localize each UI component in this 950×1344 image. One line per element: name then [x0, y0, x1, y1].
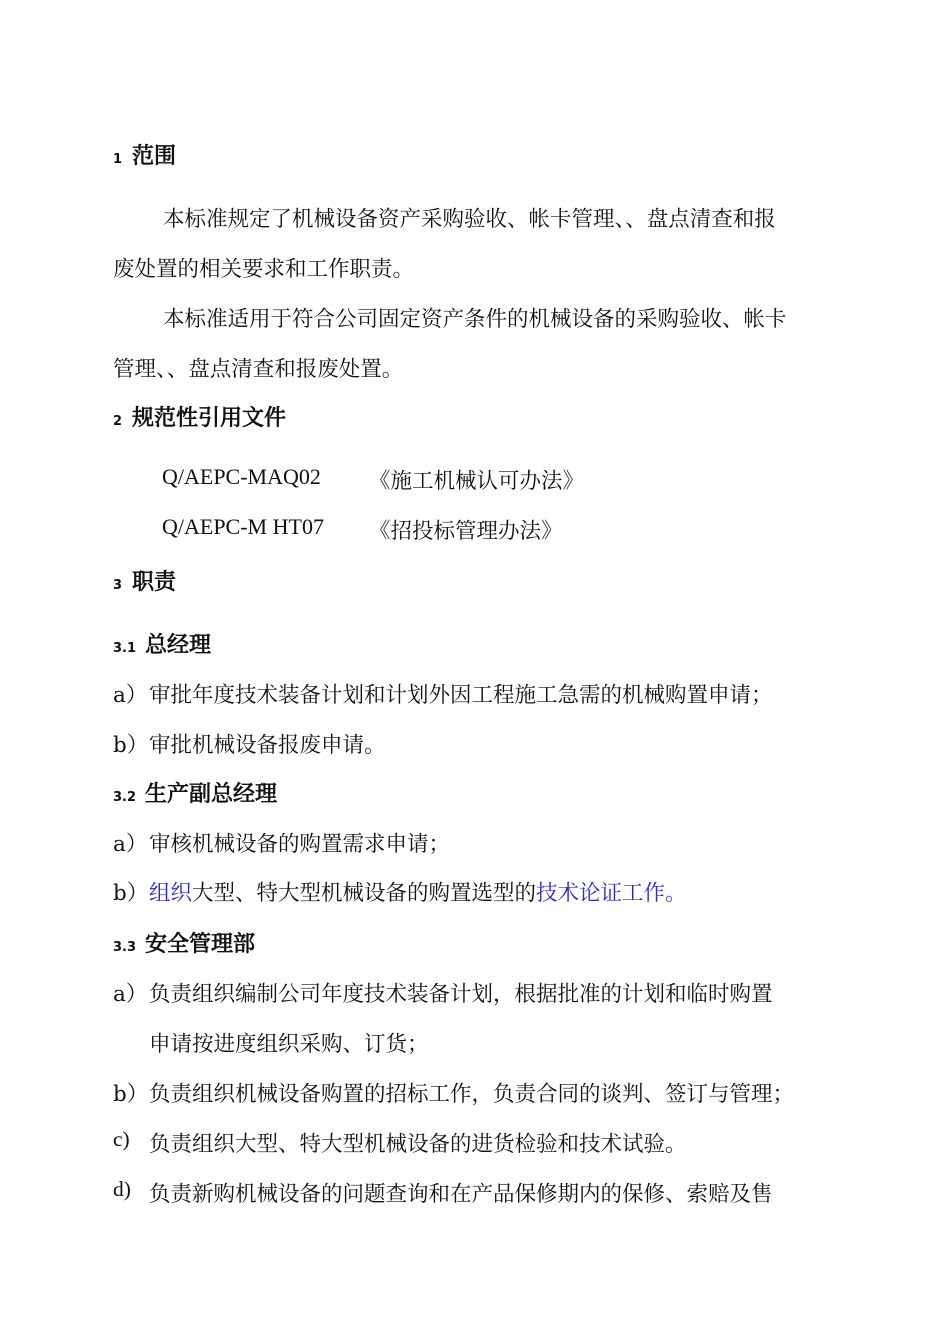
reference-title: 《施工机械认可办法》 [369, 469, 585, 494]
section-heading-2 [113, 401, 286, 432]
section-number: 3.3 [113, 940, 137, 955]
section-number: 2 [113, 414, 123, 429]
reference-code: Q/AEPC-M HT07 [162, 514, 324, 539]
scope-paragraph-2-line-2: 管理、、盘点清查和报废处置。 [113, 357, 404, 382]
scope-paragraph-1-line-1: 本标准规定了机械设备资产采购验收、帐卡管理、、盘点清查和报 [163, 207, 776, 232]
section-title: 安全管理部 [145, 932, 256, 957]
list-marker: b） [113, 733, 149, 758]
section-heading-1 [113, 139, 176, 170]
section-title: 职责 [132, 570, 177, 595]
reference-item [162, 514, 662, 544]
list-marker: c) [113, 1127, 130, 1151]
list-text-line-2: 申请按进度组织采购、订货； [149, 1032, 429, 1057]
list-text: 审核机械设备的购置需求申请； [149, 832, 451, 857]
section-title: 规范性引用文件 [132, 406, 287, 431]
section-heading-3-2 [113, 777, 277, 808]
section-number: 3 [113, 578, 123, 593]
list-item [113, 1127, 873, 1157]
list-item [113, 728, 873, 758]
list-item [113, 827, 873, 857]
section-heading-3 [113, 565, 176, 596]
list-text: 负责组织机械设备购置的招标工作，负责合同的谈判、签订与管理； [149, 1082, 795, 1107]
list-item [113, 678, 873, 708]
list-text-middle: 大型、特大型机械设备的购置选型的 [192, 881, 537, 906]
section-title: 范围 [132, 144, 177, 169]
section-number: 3.2 [113, 790, 137, 805]
scope-paragraph-1-line-2: 废处置的相关要求和工作职责。 [113, 257, 415, 282]
section-number: 1 [113, 152, 123, 167]
section-heading-3-3 [113, 927, 255, 958]
section-number: 3.1 [113, 641, 137, 656]
reference-title: 《招投标管理办法》 [369, 519, 563, 544]
scope-paragraph-2-line-1: 本标准适用于符合公司固定资产条件的机械设备的采购验收、帐卡 [163, 307, 787, 332]
list-text: 负责组织大型、特大型机械设备的进货检验和技术试验。 [149, 1132, 687, 1157]
list-text-line-1: 负责组织编制公司年度技术装备计划，根据批准的计划和临时购置 [149, 982, 773, 1007]
hyperlink-technical-review[interactable]: 技术论证工作。 [536, 881, 687, 906]
section-heading-3-1 [113, 628, 211, 659]
list-marker: a） [113, 832, 148, 857]
hyperlink-organize[interactable]: 组织 [149, 881, 193, 906]
section-title: 总经理 [145, 633, 212, 658]
section-title: 生产副总经理 [145, 782, 278, 807]
reference-item [162, 464, 662, 494]
list-item [113, 977, 873, 1057]
list-marker: b） [113, 881, 149, 906]
list-item [113, 876, 873, 906]
list-marker: a） [113, 982, 148, 1007]
reference-code: Q/AEPC-MAQ02 [162, 464, 321, 489]
list-text: 审批年度技术装备计划和计划外因工程施工急需的机械购置申请； [149, 683, 773, 708]
list-text: 审批机械设备报废申请。 [149, 733, 386, 758]
list-marker: a） [113, 683, 148, 708]
list-text: 负责新购机械设备的问题查询和在产品保修期内的保修、索赔及售 [149, 1182, 773, 1207]
list-item [113, 1177, 873, 1207]
list-marker: d) [113, 1177, 131, 1201]
list-item [113, 1077, 873, 1107]
list-marker: b） [113, 1082, 149, 1107]
list-text [149, 876, 687, 907]
